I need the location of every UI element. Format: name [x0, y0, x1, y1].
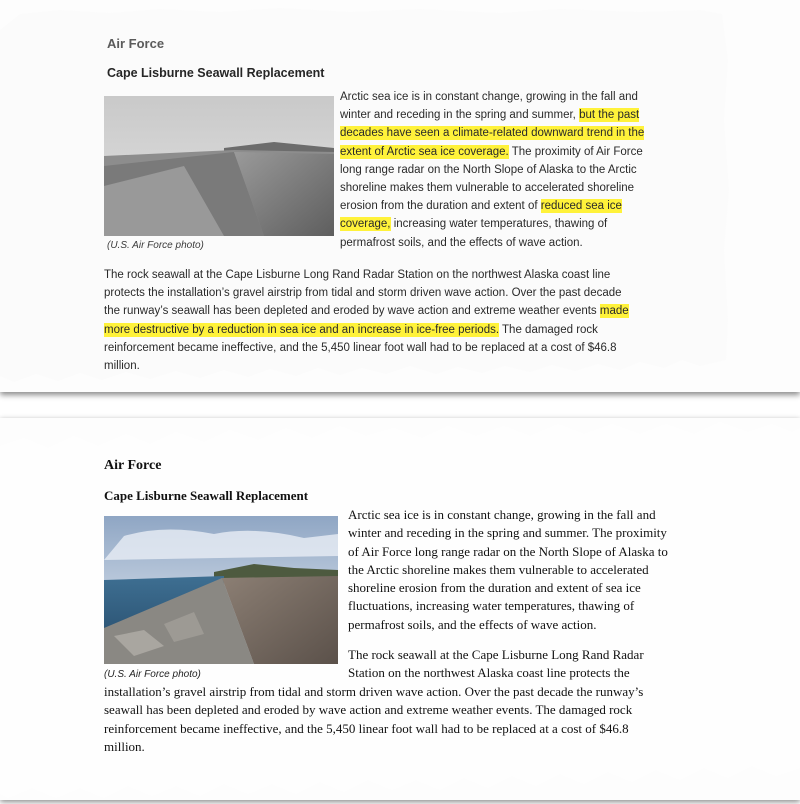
paragraph-rock-seawall-lower [104, 683, 744, 756]
text-line: of Air Force long range radar on the North Slope of Alaska to [348, 543, 668, 559]
text-segment: The proximity of Air Force [508, 145, 643, 158]
paragraph-sea-ice [348, 506, 708, 634]
paragraph-rock-seawall-upper [348, 646, 708, 683]
text-segment: permafrost soils, and the effects of wave action. [340, 236, 583, 249]
text-line [104, 339, 704, 357]
text-line [340, 106, 690, 124]
highlighted-text: more destructive by a reduction in sea ice and an increase in ice-free periods. [104, 323, 500, 336]
text-line [104, 357, 704, 375]
text-segment: The rock seawall at the Cape Lisburne Long Rand Radar Station on the northwest Alaska coast line [104, 269, 611, 281]
text-line [340, 161, 690, 179]
text-segment: the runway’s seawall has been depleted and eroded by wave action and extreme weather events [104, 305, 600, 318]
paragraph-sea-ice [340, 88, 690, 252]
text-line: the Arctic shoreline makes them vulnerable to accelerated [348, 561, 649, 577]
text-segment: reinforcement became ineffective, and the 5,450 linear foot wall had to be replaced at a cost of $46.8 [104, 341, 617, 354]
text-segment: Arctic sea ice is in constant change, growing in the fall and [340, 91, 638, 103]
text-segment: winter and receding in the spring and summer, [340, 109, 580, 122]
agency-heading: Air Force [107, 36, 165, 51]
agency-heading: Air Force [104, 458, 162, 473]
text-line: permafrost soils, and the effects of wave action. [348, 616, 597, 632]
text-line [340, 124, 690, 142]
text-line [340, 88, 690, 106]
text-segment: erosion from the duration and extent of [340, 200, 541, 213]
text-line: shoreline erosion from the duration and extent of sea ice [348, 580, 641, 596]
text-line [340, 234, 690, 252]
project-title: Cape Lisburne Seawall Replacement [107, 66, 325, 80]
text-line: fluctuations, increasing water temperatures, thawing of [348, 598, 635, 614]
text-line: winter and receding in the spring and summer. The proximity [348, 525, 667, 541]
text-segment: protects the installation’s gravel airstrip from tidal and storm driven wave action. Over the past decade [104, 287, 622, 300]
seawall-photo-color [104, 516, 338, 664]
revised-document [0, 418, 800, 800]
text-line [340, 215, 690, 233]
text-line: Station on the northwest Alaska coast line protects the [348, 665, 630, 681]
highlighted-text: reduced sea ice [540, 200, 622, 213]
photo-credit: (U.S. Air Force photo) [104, 669, 201, 680]
text-line [104, 266, 704, 284]
text-line: seawall has been depleted and eroded by wave action and extreme weather events. The damaged rock [104, 702, 633, 718]
text-line: The rock seawall at the Cape Lisburne Long Rand Radar [348, 647, 644, 662]
text-segment: increasing water temperatures, thawing of [390, 218, 608, 231]
text-segment: long range radar on the North Slope of Alaska to the Arctic [340, 163, 637, 176]
text-line: Arctic sea ice is in constant change, growing in the fall and [348, 507, 656, 522]
highlighted-text: but the past [579, 109, 640, 122]
original-document [0, 0, 800, 392]
text-segment: million. [104, 360, 140, 373]
paragraph-rock-seawall [104, 266, 704, 375]
project-title: Cape Lisburne Seawall Replacement [104, 488, 309, 503]
seawall-photo-grayscale [104, 96, 334, 236]
text-line [104, 302, 704, 320]
text-segment: shoreline makes them vulnerable to accelerated shoreline [340, 182, 635, 195]
text-line: million. [104, 738, 145, 754]
text-line [104, 321, 704, 339]
text-line: reinforcement became ineffective, and the 5,450 linear foot wall had to be replaced at a cost of $46.8 [104, 720, 629, 736]
highlighted-text: coverage, [340, 218, 391, 231]
text-line: installation’s gravel airstrip from tidal and storm driven wave action. Over the past decade the runway’s [104, 684, 644, 699]
text-line [340, 179, 690, 197]
highlighted-text: decades have seen a climate-related downward trend in the [340, 127, 645, 140]
text-line [340, 197, 690, 215]
photo-credit: (U.S. Air Force photo) [107, 240, 204, 251]
highlighted-text: made [599, 305, 629, 318]
text-line [104, 284, 704, 302]
text-line [340, 143, 690, 161]
highlighted-text: extent of Arctic sea ice coverage. [340, 145, 509, 158]
text-segment: The damaged rock [499, 323, 598, 336]
